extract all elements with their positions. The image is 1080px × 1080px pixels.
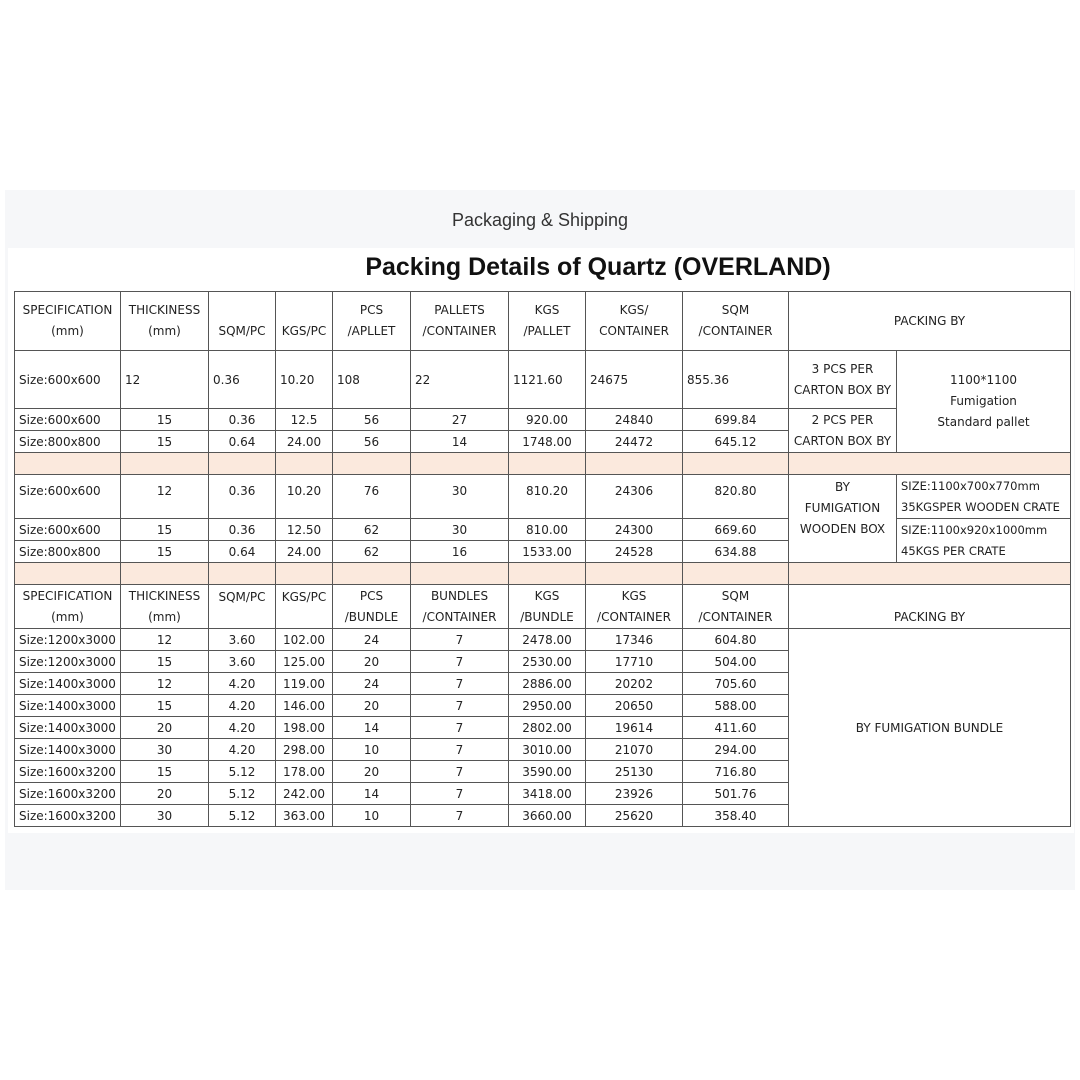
- table-cell: 10.20: [276, 475, 333, 519]
- table-cell: 7: [411, 717, 509, 739]
- table-cell: 178.00: [276, 761, 333, 783]
- table-cell: 20650: [586, 695, 683, 717]
- section-caption: Packaging & Shipping: [451, 210, 629, 230]
- table-cell: Size:1400x3000: [15, 739, 121, 761]
- table-cell: 294.00: [683, 739, 789, 761]
- table-cell: 30: [121, 739, 209, 761]
- table-cell: 17346: [586, 629, 683, 651]
- table-cell: 2478.00: [509, 629, 586, 651]
- table-cell: 588.00: [683, 695, 789, 717]
- table-cell: 7: [411, 695, 509, 717]
- table-cell: 2886.00: [509, 673, 586, 695]
- table-cell: 669.60: [683, 519, 789, 541]
- table-cell: 3010.00: [509, 739, 586, 761]
- table-cell: 146.00: [276, 695, 333, 717]
- table-cell: 3.60: [209, 651, 276, 673]
- table-cell: 12.50: [276, 519, 333, 541]
- header-cell: SPECIFICATION (mm): [15, 292, 121, 351]
- table-cell: Size:1400x3000: [15, 717, 121, 739]
- table-cell: 12: [121, 475, 209, 519]
- table-cell: 820.80: [683, 475, 789, 519]
- header-cell: KGS/PC: [276, 292, 333, 351]
- table-cell: 2950.00: [509, 695, 586, 717]
- table-cell: 358.40: [683, 805, 789, 827]
- table-cell: 24300: [586, 519, 683, 541]
- table-cell: 12: [121, 673, 209, 695]
- table-cell: Size:1600x3200: [15, 761, 121, 783]
- table-row: [15, 475, 1071, 519]
- table-cell: 7: [411, 805, 509, 827]
- table-cell: 56: [333, 409, 411, 431]
- table-cell: Size:1200x3000: [15, 629, 121, 651]
- table-cell: 920.00: [509, 409, 586, 431]
- table-cell: 10: [333, 739, 411, 761]
- table-cell: 20: [121, 783, 209, 805]
- header-cell: SQM/PC: [209, 585, 276, 629]
- header-cell: PACKING BY: [789, 292, 1071, 351]
- packing-bundle: BY FUMIGATION BUNDLE: [789, 629, 1071, 827]
- table-cell: 2802.00: [509, 717, 586, 739]
- table-cell: 108: [333, 351, 411, 409]
- table-cell: 24: [333, 673, 411, 695]
- table-cell: 0.64: [209, 541, 276, 563]
- table-cell: 62: [333, 519, 411, 541]
- separator-row: [15, 563, 1071, 585]
- table-cell: 604.80: [683, 629, 789, 651]
- table-cell: Size:800x800: [15, 541, 121, 563]
- table-cell: 7: [411, 783, 509, 805]
- crate-spec-b: SIZE:1100x920x1000mm 45KGS PER CRATE: [897, 519, 1071, 563]
- table-cell: 7: [411, 673, 509, 695]
- table-cell: 12: [121, 629, 209, 651]
- table-cell: 4.20: [209, 717, 276, 739]
- table-cell: 5.12: [209, 761, 276, 783]
- table-cell: 20202: [586, 673, 683, 695]
- table-cell: 16: [411, 541, 509, 563]
- table-cell: 411.60: [683, 717, 789, 739]
- table-cell: Size:600x600: [15, 519, 121, 541]
- header-cell: KGS/ CONTAINER: [586, 292, 683, 351]
- table-cell: 242.00: [276, 783, 333, 805]
- table-cell: 22: [411, 351, 509, 409]
- packing-carton-3pcs: 3 PCS PER CARTON BOX BY: [789, 351, 897, 409]
- table-cell: 56: [333, 431, 411, 453]
- table-cell: 501.76: [683, 783, 789, 805]
- table-cell: 20: [121, 717, 209, 739]
- header-cell: KGS /BUNDLE: [509, 585, 586, 629]
- table-cell: 7: [411, 629, 509, 651]
- table-cell: Size:1400x3000: [15, 673, 121, 695]
- packing-table: [14, 291, 1071, 827]
- header-cell: SQM /CONTAINER: [683, 585, 789, 629]
- table-cell: Size:600x600: [15, 351, 121, 409]
- table-cell: 17710: [586, 651, 683, 673]
- table-cell: 855.36: [683, 351, 789, 409]
- table-cell: 102.00: [276, 629, 333, 651]
- table-header-row: [15, 585, 1071, 629]
- table-cell: 7: [411, 739, 509, 761]
- table-cell: 298.00: [276, 739, 333, 761]
- header-cell: SQM/PC: [209, 292, 276, 351]
- table-cell: 24472: [586, 431, 683, 453]
- table-cell: 14: [333, 783, 411, 805]
- table-cell: 15: [121, 651, 209, 673]
- table-cell: 0.36: [209, 409, 276, 431]
- table-cell: 5.12: [209, 805, 276, 827]
- table-cell: 25620: [586, 805, 683, 827]
- section3-body: [15, 629, 1071, 827]
- table-cell: Size:1600x3200: [15, 805, 121, 827]
- packing-wooden-box: BY FUMIGATION WOODEN BOX: [789, 475, 897, 563]
- table-cell: 15: [121, 409, 209, 431]
- header-cell: PCS /APLLET: [333, 292, 411, 351]
- table-cell: Size:600x600: [15, 409, 121, 431]
- table-cell: 3590.00: [509, 761, 586, 783]
- table-cell: 198.00: [276, 717, 333, 739]
- table-cell: 15: [121, 761, 209, 783]
- table-row: [15, 519, 1071, 541]
- table-cell: 12: [121, 351, 209, 409]
- header-cell: KGS /PALLET: [509, 292, 586, 351]
- table-row: [15, 351, 1071, 409]
- table-cell: 14: [411, 431, 509, 453]
- table-row: [15, 629, 1071, 651]
- table-cell: 363.00: [276, 805, 333, 827]
- table-cell: 24840: [586, 409, 683, 431]
- header-cell: SQM /CONTAINER: [683, 292, 789, 351]
- table-cell: 24528: [586, 541, 683, 563]
- table-cell: 24.00: [276, 541, 333, 563]
- table-cell: 0.64: [209, 431, 276, 453]
- table-cell: 716.80: [683, 761, 789, 783]
- table-cell: 25130: [586, 761, 683, 783]
- packing-pallet: 1100*1100 Fumigation Standard pallet: [897, 351, 1071, 453]
- table-cell: 4.20: [209, 739, 276, 761]
- header-cell: BUNDLES /CONTAINER: [411, 585, 509, 629]
- table-cell: 4.20: [209, 673, 276, 695]
- table-cell: 0.36: [209, 519, 276, 541]
- table-cell: 15: [121, 541, 209, 563]
- table-cell: 699.84: [683, 409, 789, 431]
- table-cell: 3660.00: [509, 805, 586, 827]
- table-cell: 1748.00: [509, 431, 586, 453]
- table-cell: 125.00: [276, 651, 333, 673]
- table-cell: 62: [333, 541, 411, 563]
- table-cell: 12.5: [276, 409, 333, 431]
- table-cell: 2530.00: [509, 651, 586, 673]
- table-cell: 20: [333, 761, 411, 783]
- table-cell: 24675: [586, 351, 683, 409]
- crate-spec-a: SIZE:1100x700x770mm 35KGSPER WOODEN CRATE: [897, 475, 1071, 519]
- table-cell: Size:600x600: [15, 475, 121, 519]
- table-cell: 30: [411, 475, 509, 519]
- table-cell: 1533.00: [509, 541, 586, 563]
- table-cell: 3.60: [209, 629, 276, 651]
- table-cell: 15: [121, 519, 209, 541]
- table-cell: 0.36: [209, 475, 276, 519]
- table-cell: 76: [333, 475, 411, 519]
- header-cell: PALLETS /CONTAINER: [411, 292, 509, 351]
- table-cell: 23926: [586, 783, 683, 805]
- table-cell: 10: [333, 805, 411, 827]
- sheet-title: Packing Details of Quartz (OVERLAND): [365, 253, 831, 281]
- table-cell: 1121.60: [509, 351, 586, 409]
- table-cell: 24306: [586, 475, 683, 519]
- table-cell: 705.60: [683, 673, 789, 695]
- table-cell: 10.20: [276, 351, 333, 409]
- table-cell: Size:1400x3000: [15, 695, 121, 717]
- header-cell: SPECIFICATION (mm): [15, 585, 121, 629]
- table-cell: 30: [411, 519, 509, 541]
- table-cell: 15: [121, 431, 209, 453]
- table-cell: 14: [333, 717, 411, 739]
- separator-row: [15, 453, 1071, 475]
- table-cell: 634.88: [683, 541, 789, 563]
- header-cell: THICKINESS (mm): [121, 292, 209, 351]
- table-cell: 119.00: [276, 673, 333, 695]
- table-cell: 5.12: [209, 783, 276, 805]
- table-cell: 7: [411, 651, 509, 673]
- table-cell: 810.20: [509, 475, 586, 519]
- table-cell: 645.12: [683, 431, 789, 453]
- table-cell: Size:800x800: [15, 431, 121, 453]
- table-cell: 20: [333, 695, 411, 717]
- table-cell: 0.36: [209, 351, 276, 409]
- table-cell: 7: [411, 761, 509, 783]
- header-cell: PACKING BY: [789, 585, 1071, 629]
- header-cell: KGS /CONTAINER: [586, 585, 683, 629]
- table-cell: 19614: [586, 717, 683, 739]
- table-cell: 20: [333, 651, 411, 673]
- packing-carton-2pcs: 2 PCS PER CARTON BOX BY: [789, 409, 897, 453]
- table-cell: 810.00: [509, 519, 586, 541]
- table-cell: 24: [333, 629, 411, 651]
- header-cell: THICKINESS (mm): [121, 585, 209, 629]
- table-cell: 15: [121, 695, 209, 717]
- header-cell: KGS/PC: [276, 585, 333, 629]
- table-header-row: [15, 292, 1071, 351]
- table-cell: 24.00: [276, 431, 333, 453]
- table-cell: 30: [121, 805, 209, 827]
- table-cell: 4.20: [209, 695, 276, 717]
- table-cell: Size:1600x3200: [15, 783, 121, 805]
- table-cell: Size:1200x3000: [15, 651, 121, 673]
- header-cell: PCS /BUNDLE: [333, 585, 411, 629]
- table-cell: 504.00: [683, 651, 789, 673]
- table-cell: 27: [411, 409, 509, 431]
- table-cell: 3418.00: [509, 783, 586, 805]
- table-cell: 21070: [586, 739, 683, 761]
